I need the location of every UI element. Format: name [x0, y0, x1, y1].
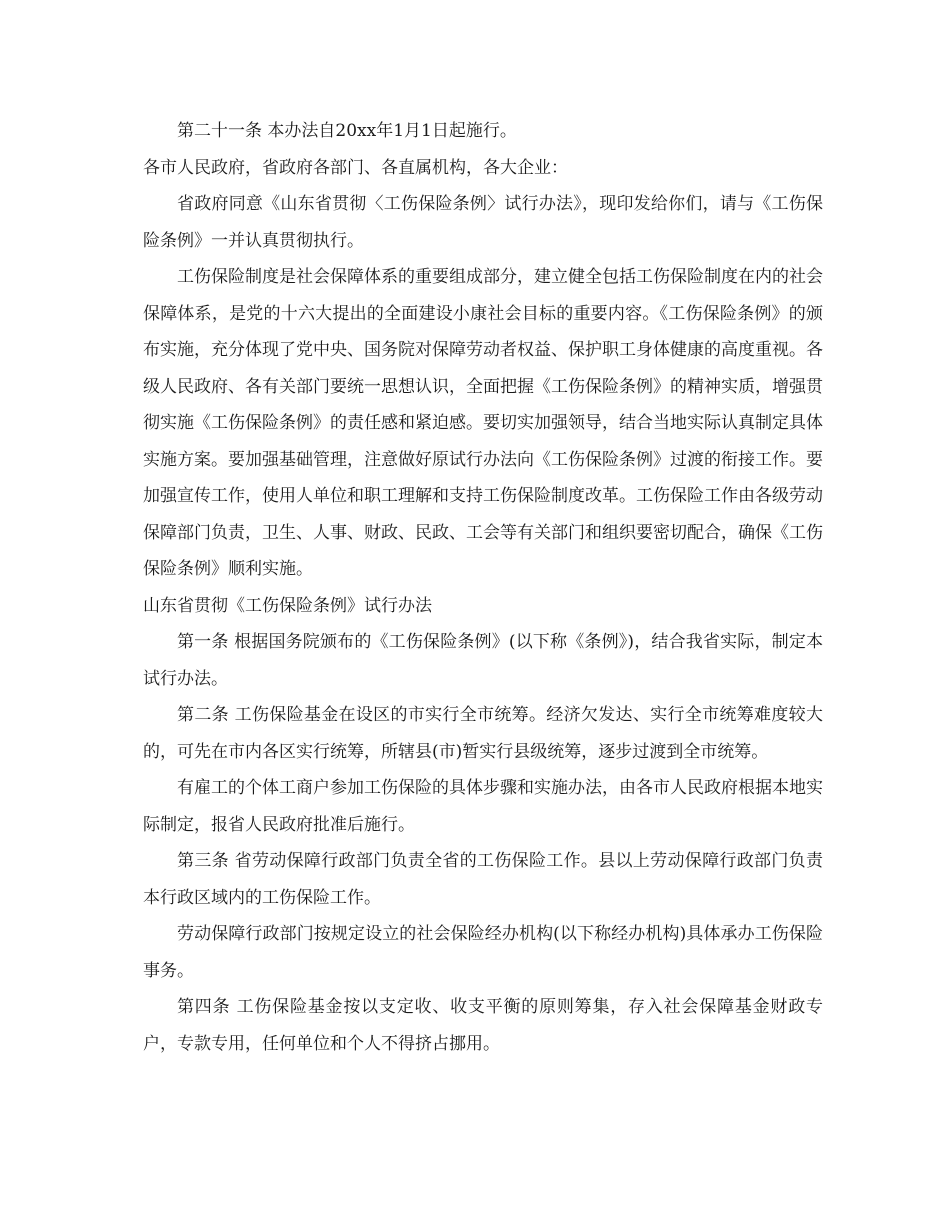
- article-21-paragraph: 第二十一条 本办法自20xx年1月1日起施行。: [177, 121, 517, 141]
- document-body: [143, 113, 823, 1062]
- notice-body-paragraph: 工伤保险制度是社会保障体系的重要组成部分，建立健全包括工伤保险制度在内的社会保障体系，是党的十六大提出的全面建设小康社会目标的重要内容。《工伤保险条例》的颁布实施，充分体现了党中央、国务院对保障劳动者权益、保护职工身体健康的高度重视。各级人民政府、各有关部门要统一思想认识，全面把握《工伤保险条例》的精神实质，增强贯彻实施《工伤保险条例》的责任感和紧迫感。要切实加强领导，结合当地实际认真制定具体实施方案。要加强基础管理，注意做好原试行办法向《工伤保险条例》过渡的衔接工作。要加强宣传工作，使用人单位和职工理解和支持工伤保险制度改革。工伤保险工作由各级劳动保障部门负责，卫生、人事、财政、民政、工会等有关部门和组织要密切配合，确保《工伤保险条例》顺利实施。: [143, 267, 823, 579]
- notice-intro-paragraph: 省政府同意《山东省贯彻〈工伤保险条例〉试行办法》，现印发给你们，请与《工伤保险条例》一并认真贯彻执行。: [143, 194, 823, 251]
- article-3-paragraph: 第三条 省劳动保障行政部门负责全省的工伤保险工作。县以上劳动保障行政部门负责本行政区域内的工伤保险工作。: [143, 851, 823, 908]
- article-2-supplement-paragraph: 有雇工的个体工商户参加工伤保险的具体步骤和实施办法，由各市人民政府根据本地实际制定，报省人民政府批准后施行。: [143, 778, 823, 835]
- regulation-title: 山东省贯彻《工伤保险条例》试行办法: [143, 595, 432, 616]
- article-2-paragraph: 第二条 工伤保险基金在设区的市实行全市统筹。经济欠发达、实行全市统筹难度较大的，可先在市内各区实行统筹，所辖县(市)暂实行县级统筹，逐步过渡到全市统筹。: [143, 705, 823, 762]
- article-1-paragraph: 第一条 根据国务院颁布的《工伤保险条例》(以下称《条例》)，结合我省实际，制定本试行办法。: [143, 632, 823, 689]
- salutation-paragraph: 各市人民政府，省政府各部门、各直属机构，各大企业：: [143, 157, 568, 178]
- article-3-supplement-paragraph: 劳动保障行政部门按规定设立的社会保险经办机构(以下称经办机构)具体承办工伤保险事务。: [143, 924, 823, 981]
- article-4-paragraph: 第四条 工伤保险基金按以支定收、收支平衡的原则筹集，存入社会保障基金财政专户，专款专用，任何单位和个人不得挤占挪用。: [143, 997, 823, 1054]
